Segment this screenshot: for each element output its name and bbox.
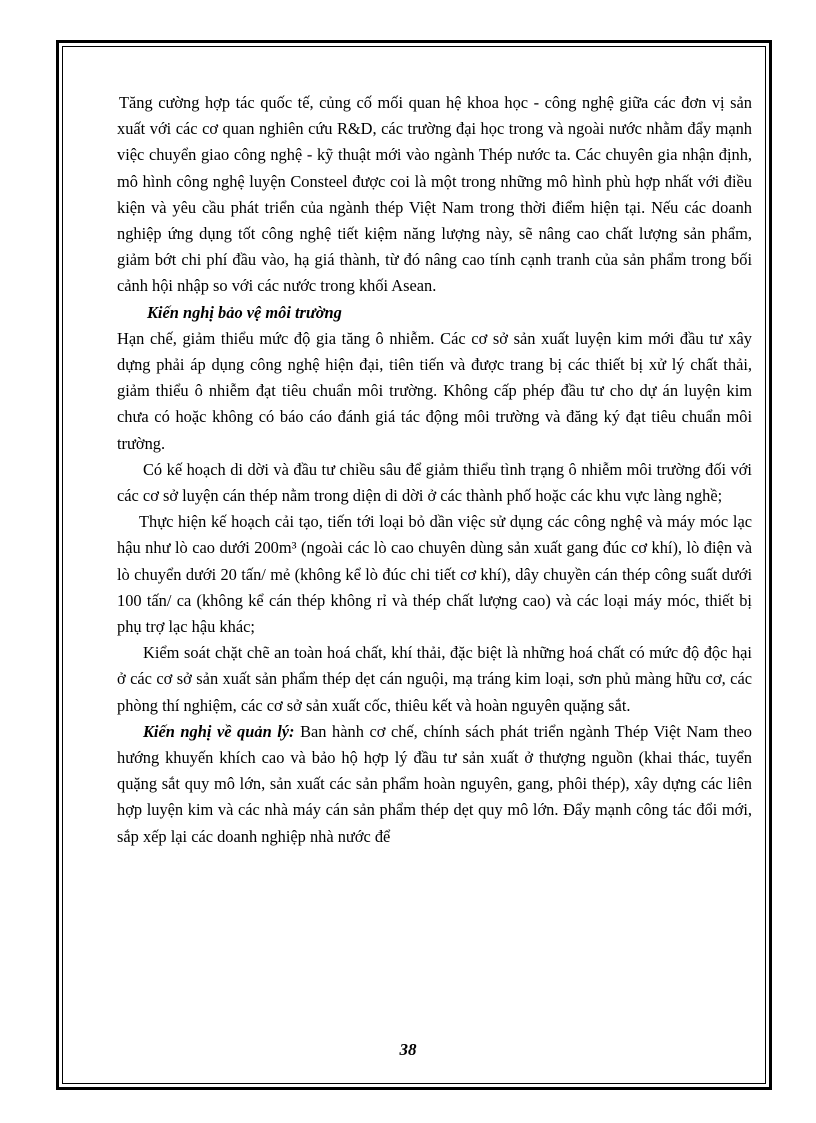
heading-environment-recommendation: Kiến nghị bảo vệ môi trường [147,302,342,322]
page-body [117,90,752,850]
heading-management-recommendation: Kiến nghị về quản lý: [143,721,295,741]
paragraph-environment-chemical-control: Kiểm soát chặt chẽ an toàn hoá chất, khí thải, đặc biệt là những hoá chất có mức độ độc hại ở các cơ sở sản xuất sản phẩm thép dẹt cán nguội, mạ tráng kim loại, sơn phủ màng hữu cơ, các phòng thí nghiệm, các cơ sở sản xuất cốc, thiêu kết và hoàn nguyên quặng sắt. [117,643,752,715]
paragraph-environment-obsolete-technology: Thực hiện kế hoạch cải tạo, tiến tới loại bỏ dần việc sử dụng các công nghệ và máy móc lạc hậu như lò cao dưới 200m³ (ngoài các lò cao chuyên dùng sản xuất gang đúc cơ khí), lò điện và lò chuyển dưới 20 tấn/ mẻ (không kể lò đúc chi tiết cơ khí), dây chuyền cán thép công suất dưới 100 tấn/ ca (không kể cán thép không rỉ và thép chất lượng cao) và các loại máy móc, thiết bị phụ trợ lạc hậu khác; [117,512,752,637]
paragraph-environment-relocation: Có kế hoạch di dời và đầu tư chiều sâu để giảm thiểu tình trạng ô nhiễm môi trường đối với các cơ sở luyện cán thép nằm trong diện di dời ở các thành phố hoặc các khu vực làng nghề; [117,459,752,506]
paragraph-environment-pollution-limit: Hạn chế, giảm thiểu mức độ gia tăng ô nhiễm. Các cơ sở sản xuất luyện kim mới đầu tư xây dựng phải áp dụng công nghệ hiện đại, tiên tiến và được trang bị các thiết bị xử lý chất thải, giảm thiểu ô nhiễm đạt tiêu chuẩn môi trường. Không cấp phép đầu tư cho dự án luyện kim chưa có hoặc không có báo cáo đánh giá tác động môi trường và đăng ký đạt tiêu chuẩn môi trường. [117,328,752,453]
paragraph-international-cooperation: Tăng cường hợp tác quốc tế, củng cố mối quan hệ khoa học - công nghệ giữa các đơn vị sản xuất với các cơ quan nghiên cứu R&D, các trường đại học trong và ngoài nước nhằm đẩy mạnh việc chuyển giao công nghệ - kỹ thuật mới vào ngành Thép nước ta. Các chuyên gia nhận định, mô hình công nghệ luyện Consteel được coi là một trong những mô hình phù hợp nhất với điều kiện và yêu cầu phát triển của ngành thép Việt Nam trong thời điểm hiện tại. Nếu các doanh nghiệp ứng dụng tốt công nghệ tiết kiệm năng lượng này, sẽ nâng cao chất lượng sản phẩm, giảm bớt chi phí đầu vào, hạ giá thành, từ đó nâng cao tính cạnh tranh của sản phẩm trong bối cảnh hội nhập so với các nước trong khối Asean. [117,93,752,296]
page-number: 38 [399,1040,417,1059]
management-recommendation-text: Ban hành cơ chế, chính sách phát triển ngành Thép Việt Nam theo hướng khuyến khích cao và bảo hộ hợp lý đầu tư sản xuất ở thượng nguồn (khai thác, tuyển quặng sắt quy mô lớn, sản xuất các sản phẩm hoàn nguyên, gang, phôi thép), xây dựng các liên hợp luyện kim và các nhà máy cán sản phẩm thép dẹt quy mô lớn. Đẩy mạnh công tác đổi mới, sắp xếp lại các doanh nghiệp nhà nước để [117,721,752,846]
paragraph-management-recommendation [117,719,752,850]
